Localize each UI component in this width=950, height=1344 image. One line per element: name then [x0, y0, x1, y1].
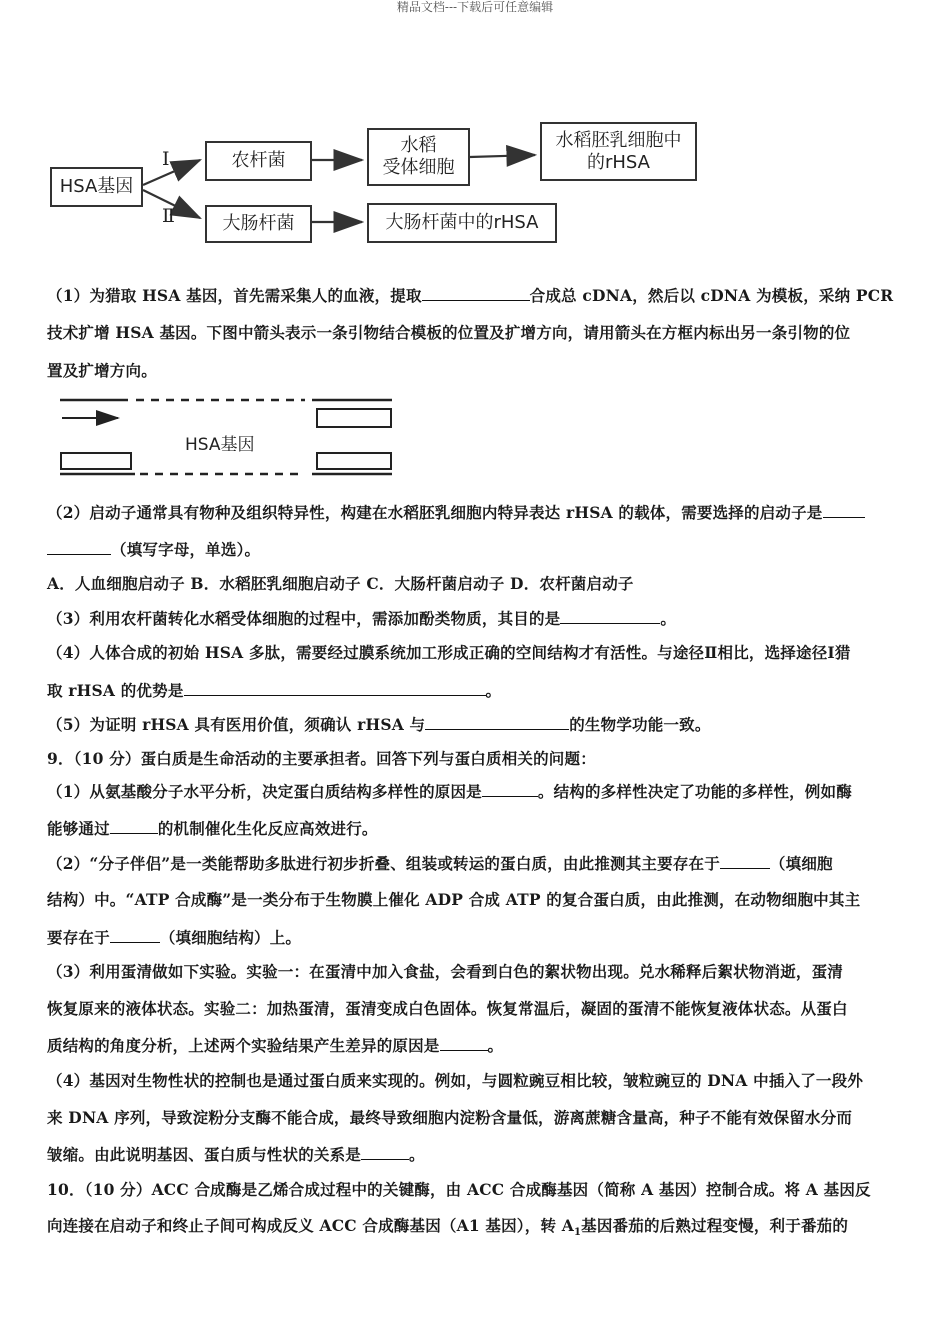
q1-line-1: （1）为猎取 HSA 基因，首先需采集人的血液，提取 合成总 cDNA，然后以 cDNA 为模板，采纳 PCR	[47, 286, 894, 305]
blank[interactable]	[560, 609, 660, 624]
p10-line-1: 10．（10 分）ACC 合成酶是乙烯合成过程中的关键酶，由 ACC 合成酶基因（简称 A 基因）控制合成。将 A 基因反	[47, 1180, 871, 1199]
route-2-label: Ⅱ	[162, 205, 175, 227]
q2-options: A．人血细胞启动子 B．水稻胚乳细胞启动子 C．大肠杆菌启动子 D．农杆菌启动子	[47, 574, 634, 593]
q5-line: （5）为证明 rHSA 具有医用价值，须确认 rHSA 与 的生物学功能一致。	[47, 715, 711, 734]
p9-s3-line-2: 恢复原来的液体状态。实验二：加热蛋清，蛋清变成白色固体。恢复常温后，凝固的蛋清不能恢复液体状态。从蛋白	[47, 999, 848, 1018]
agrobacterium-box: 农杆菌	[205, 141, 312, 181]
p9-s1-line-1: （1）从氨基酸分子水平分析，决定蛋白质结构多样性的原因是 。结构的多样性决定了功能的多样性，例如酶	[47, 782, 852, 801]
blank[interactable]	[482, 782, 538, 797]
q3-line: （3）利用农杆菌转化水稻受体细胞的过程中，需添加酚类物质，其目的是 。	[47, 609, 677, 628]
blank[interactable]	[361, 1145, 409, 1160]
blank[interactable]	[425, 715, 569, 730]
flow-diagram	[0, 0, 950, 260]
q1-line-2: 技术扩增 HSA 基因。下图中箭头表示一条引物结合模板的位置及扩增方向，请用箭头在方框内标出另一条引物的位	[47, 323, 851, 342]
answer-box-top-right[interactable]	[316, 408, 392, 428]
blank[interactable]	[110, 928, 160, 943]
blank[interactable]	[823, 503, 865, 518]
p9-title: 9．（10 分）蛋白质是生命活动的主要承担者。回答下列与蛋白质相关的问题：	[47, 749, 596, 768]
rice-endosperm-rhsa-box: 水稻胚乳细胞中 的rHSA	[540, 122, 697, 181]
q4-line-1: （4）人体合成的初始 HSA 多肽，需要经过膜系统加工形成正确的空间结构才有活性。与途径Ⅱ相比，选择途径Ⅰ猎	[47, 643, 851, 662]
primer-gene-label: HSA基因	[185, 435, 255, 455]
blank[interactable]	[720, 854, 770, 869]
p9-s4-line-1: （4）基因对生物性状的控制也是通过蛋白质来实现的。例如，与圆粒豌豆相比较，皱粒豌豆的 DNA 中插入了一段外	[47, 1071, 864, 1090]
template-bar-bottom-right	[316, 452, 392, 470]
ecoli-box: 大肠杆菌	[205, 205, 312, 243]
rice-recipient-cell-box: 水稻 受体细胞	[367, 128, 470, 186]
page-header: 精品文档---下载后可任意编辑	[396, 0, 554, 14]
p9-s4-line-3: 皱缩。由此说明基因、蛋白质与性状的关系是 。	[47, 1145, 425, 1164]
q2-line-2: （填写字母，单选）。	[47, 540, 260, 560]
p9-s2-line-1: （2）“分子伴侣”是一类能帮助多肽进行初步折叠、组装或转运的蛋白质，由此推测其主要存在于 （填细胞	[47, 854, 833, 873]
blank[interactable]	[110, 819, 158, 834]
q4-line-2: 取 rHSA 的优势是 。	[47, 681, 502, 700]
p10-line-2: 向连接在启动子和终止子间可构成反义 ACC 合成酶基因（A1 基因），转 $A_1$基因番茄的后熟过程变慢，利于番茄的	[47, 1216, 849, 1239]
p9-s3-line-3: 质结构的角度分析，上述两个实验结果产生差异的原因是 。	[47, 1036, 504, 1055]
p9-s3-line-1: （3）利用蛋清做如下实验。实验一：在蛋清中加入食盐，会看到白色的絮状物出现。兑水稀释后絮状物消逝，蛋清	[47, 962, 843, 981]
q1-line-3: 置及扩增方向。	[47, 361, 157, 380]
ecoli-rhsa-box: 大肠杆菌中的rHSA	[367, 203, 557, 243]
blank[interactable]	[440, 1036, 488, 1051]
blank[interactable]	[184, 681, 486, 696]
route-1-label: Ⅰ	[162, 148, 170, 170]
blank[interactable]	[47, 540, 111, 555]
blank[interactable]	[422, 286, 530, 301]
p9-s2-line-2: 结构）中。“ATP 合成酶”是一类分布于生物膜上催化 ADP 合成 ATP 的复合蛋白质，由此推测，在动物细胞中其主	[47, 890, 861, 909]
hsa-gene-box: HSA基因	[50, 167, 143, 207]
p9-s4-line-2: 来 DNA 序列，导致淀粉分支酶不能合成，最终导致细胞内淀粉含量低，游离蔗糖含量高，种子不能有效保留水分而	[47, 1108, 853, 1127]
q2-line-1: （2）启动子通常具有物种及组织特异性，构建在水稻胚乳细胞内特异表达 rHSA 的载体，需要选择的启动子是	[47, 503, 865, 523]
p9-s1-line-2: 能够通过 的机制催化生化反应高效进行。	[47, 819, 378, 838]
template-bar-bottom-left	[60, 452, 132, 470]
p9-s2-line-3: 要存在于 （填细胞结构）上。	[47, 928, 302, 947]
